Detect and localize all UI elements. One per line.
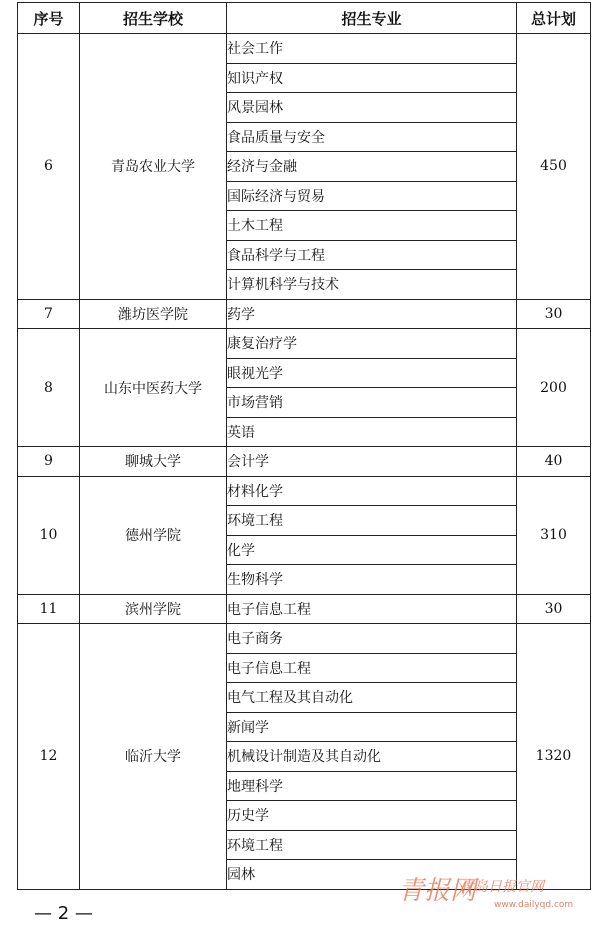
- cell-plan: 30: [517, 594, 591, 624]
- cell-school: 滨州学院: [80, 594, 227, 624]
- cell-seq: 10: [18, 476, 80, 594]
- table-row: [18, 34, 591, 64]
- table-row: [18, 476, 591, 506]
- cell-major: 园林: [227, 860, 517, 890]
- cell-seq: 8: [18, 329, 80, 447]
- cell-major: 食品科学与工程: [227, 240, 517, 270]
- table-row: [18, 624, 591, 654]
- cell-major: 化学: [227, 535, 517, 565]
- cell-major: 计算机科学与技术: [227, 270, 517, 300]
- watermark-url: www.dailyqd.com: [494, 900, 574, 910]
- cell-major: 药学: [227, 299, 517, 329]
- cell-seq: 12: [18, 624, 80, 890]
- table-row: [18, 329, 591, 359]
- cell-plan: 30: [517, 299, 591, 329]
- watermark-logo: [398, 870, 594, 914]
- cell-major: 食品质量与安全: [227, 122, 517, 152]
- table-row: [18, 447, 591, 477]
- cell-major: 眼视光学: [227, 358, 517, 388]
- page-number: — 2 —: [34, 903, 93, 924]
- cell-seq: 11: [18, 594, 80, 624]
- watermark-sub: 青岛日报官网: [460, 879, 544, 895]
- table-body: [18, 34, 591, 890]
- cell-major: 社会工作: [227, 34, 517, 64]
- cell-school: 聊城大学: [80, 447, 227, 477]
- header-plan: 总计划: [517, 3, 591, 34]
- cell-major: 风景园林: [227, 93, 517, 123]
- cell-seq: 7: [18, 299, 80, 329]
- cell-major: 经济与金融: [227, 152, 517, 182]
- cell-major: 市场营销: [227, 388, 517, 418]
- header-seq: 序号: [18, 3, 80, 34]
- watermark-main: 青报网: [398, 876, 477, 906]
- header-major: 招生专业: [227, 3, 517, 34]
- cell-plan: 450: [517, 34, 591, 300]
- cell-major: 电子商务: [227, 624, 517, 654]
- table-header-row: [18, 3, 591, 34]
- cell-major: 历史学: [227, 801, 517, 831]
- cell-major: 土木工程: [227, 211, 517, 241]
- cell-school: 山东中医药大学: [80, 329, 227, 447]
- cell-major: 国际经济与贸易: [227, 181, 517, 211]
- cell-school: 临沂大学: [80, 624, 227, 890]
- cell-major: 环境工程: [227, 830, 517, 860]
- cell-major: 康复治疗学: [227, 329, 517, 359]
- cell-major: 生物科学: [227, 565, 517, 595]
- cell-major: 环境工程: [227, 506, 517, 536]
- cell-plan: 1320: [517, 624, 591, 890]
- cell-major: 会计学: [227, 447, 517, 477]
- cell-major: 新闻学: [227, 712, 517, 742]
- table-row: [18, 299, 591, 329]
- cell-major: 地理科学: [227, 771, 517, 801]
- cell-school: 德州学院: [80, 476, 227, 594]
- cell-major: 知识产权: [227, 63, 517, 93]
- cell-major: 材料化学: [227, 476, 517, 506]
- table-row: [18, 594, 591, 624]
- header-school: 招生学校: [80, 3, 227, 34]
- cell-school: 青岛农业大学: [80, 34, 227, 300]
- cell-seq: 6: [18, 34, 80, 300]
- cell-plan: 40: [517, 447, 591, 477]
- cell-major: 电子信息工程: [227, 594, 517, 624]
- cell-major: 电子信息工程: [227, 653, 517, 683]
- cell-plan: 310: [517, 476, 591, 594]
- cell-major: 机械设计制造及其自动化: [227, 742, 517, 772]
- cell-school: 潍坊医学院: [80, 299, 227, 329]
- cell-plan: 200: [517, 329, 591, 447]
- cell-major: 电气工程及其自动化: [227, 683, 517, 713]
- cell-seq: 9: [18, 447, 80, 477]
- cell-major: 英语: [227, 417, 517, 447]
- enrollment-plan-table: [17, 2, 591, 890]
